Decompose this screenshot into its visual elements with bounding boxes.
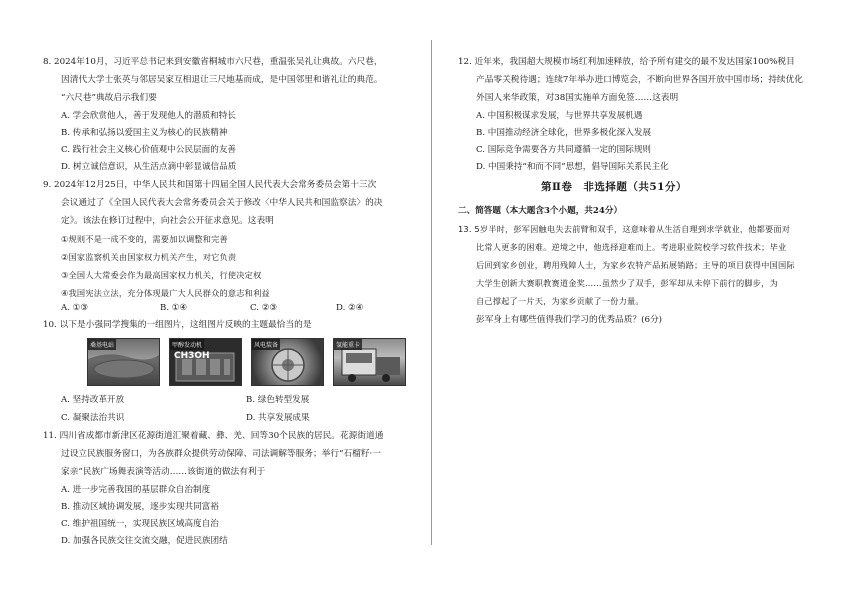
q9-stem-line-2: 会议通过了《全国人民代表大会常务委员会关于修改〈中华人民共和国监察法〉的决 <box>61 198 383 208</box>
q13-stem-line-1: 13. 5岁半时，彭军因触电失去前臂和双手，这意味着从生活自理到求学就业，他都要面对 <box>458 224 791 234</box>
q12-stem-line-2: 产品零关税待遇；连续7年举办进口博览会，不断向世界各国开放中国市场；持续优化 <box>476 75 803 85</box>
q9-answer-a: A. ①③ <box>61 303 89 313</box>
q9-item-2: ②国家监察机关由国家权力机关产生，对它负责 <box>61 252 237 262</box>
picture-1-caption: 桑基电站 <box>88 339 116 350</box>
q10-option-d: D. 共享发展成果 <box>246 413 310 423</box>
q11-stem-line-3: 家亲”民族广场舞表演等活动……该街道的做法有利于 <box>61 467 266 477</box>
q11-stem-line-1: 11. 四川省成都市新津区花源街道汇聚着藏、彝、羌、回等30个民族的居民。花源街道通 <box>43 431 384 441</box>
q8-option-b: B. 传承和弘扬以爱国主义为核心的民族精神 <box>61 128 228 138</box>
q12-option-a: A. 中国积极谋求发展，与世界共享发展机遇 <box>476 111 643 121</box>
picture-pumped-storage-station <box>87 338 160 386</box>
q12-stem-line-1: 12. 近年来，我国超大规模市场红利加速释放，给予所有建交的最不发达国家100%税目 <box>458 57 795 67</box>
q13-stem-line-2: 比常人更多的困难。逆境之中，他选择迎难而上。考进职业院校学习软件技术；毕业 <box>476 242 787 252</box>
q12-option-d: D. 中国秉持“和而不同”思想，倡导国际关系民主化 <box>476 162 669 172</box>
picture-4-caption: 氢能重卡 <box>334 339 362 350</box>
q10-option-a: A. 坚持改革开放 <box>61 395 125 405</box>
q13-stem-line-4: 大学生创新大赛职教赛道金奖……虽然少了双手，彭军却从未停下前行的脚步，为 <box>476 278 778 288</box>
q12-option-b: B. 中国推动经济全球化，世界多极化深入发展 <box>476 128 652 138</box>
q9-item-3: ③全国人大常委会作为最高国家权力机关，行使决定权 <box>61 270 262 280</box>
q11-option-a: A. 进一步完善我国的基层群众自治制度 <box>61 485 211 495</box>
section-header: 二、简答题（本大题含3个小题，共24分） <box>458 206 623 216</box>
q8-option-a: A. 学会欣赏他人，善于发现他人的潜质和特长 <box>61 111 236 121</box>
picture-wind-power-equipment <box>251 338 324 386</box>
picture-3-caption: 风电装备 <box>252 339 280 350</box>
q9-answer-d: D. ②④ <box>336 303 364 313</box>
q8-option-d: D. 树立诚信意识，从生活点滴中彰显诚信品质 <box>61 162 237 172</box>
q9-item-4: ④我国宪法立法，充分体现最广大人民群众的意志和利益 <box>61 288 270 298</box>
q9-stem-line-1: 9. 2024年12月25日，中华人民共和国第十四届全国人民代表大会常务委员会第十三次 <box>43 180 377 190</box>
q11-option-c: C. 维护祖国统一，实现民族区域高度自治 <box>61 519 219 529</box>
q13-stem-line-3: 后回到家乡创业，聘用残障人士，为家乡农特产品拓展销路；主导的项目获得中国国际 <box>476 260 795 270</box>
q11-option-d: D. 加强各民族交往交流交融，促进民族团结 <box>61 536 228 546</box>
q12-option-c: C. 国际竞争需要各方共同遵循一定的国际规则 <box>476 145 652 155</box>
q9-stem-line-3: 定》。该法在修订过程中，向社会公开征求意见。这表明 <box>61 216 274 226</box>
picture-methanol-engine <box>169 338 242 386</box>
part-2-title: 第Ⅱ卷 非选择题（共51分） <box>541 181 687 193</box>
q8-stem-line-3: “六尺巷”典故启示我们要 <box>61 93 157 103</box>
q8-stem-line-2: 因清代大学士张英与邻居吴家互相退让三尺地基而成，是中国邻里和谐礼让的典范。 <box>61 75 383 85</box>
q8-option-c: C. 践行社会主义核心价值观中公民层面的友善 <box>61 145 237 155</box>
q8-stem-line-1: 8. 2024年10月，习近平总书记来到安徽省桐城市六尺巷，重温张吴礼让典故。六尺巷， <box>43 57 383 67</box>
q9-answer-b: B. ①④ <box>160 303 188 313</box>
q10-stem: 10. 以下是小强同学搜集的一组图片，这组图片反映的主题最恰当的是 <box>43 320 312 330</box>
q13-stem-line-5: 自己撑起了一片天，为家乡贡献了一份力量。 <box>476 296 644 306</box>
q12-stem-line-3: 外国人来华政策，对38国实施单方面免签……这表明 <box>476 93 679 103</box>
picture-hydrogen-heavy-truck <box>333 338 406 386</box>
right-column <box>433 0 860 608</box>
q10-option-b: B. 绿色转型发展 <box>246 395 310 405</box>
q11-stem-line-2: 过设立民族服务窗口，为各族群众提供劳动保障、司法调解等服务；举行“石榴籽·一 <box>61 449 381 459</box>
q10-option-c: C. 凝聚法治共识 <box>61 413 125 423</box>
methanol-formula: CH3OH <box>174 351 210 361</box>
q11-option-b: B. 推动区域协调发展，逐步实现共同富裕 <box>61 502 219 512</box>
q9-answer-c: C. ②③ <box>250 303 278 313</box>
q9-item-1: ①规则不是一成不变的，需要加以调整和完善 <box>61 234 228 244</box>
q13-question: 彭军身上有哪些值得我们学习的优秀品质？(6分) <box>476 315 663 325</box>
picture-2-caption: 甲醇发动机 <box>170 339 204 350</box>
